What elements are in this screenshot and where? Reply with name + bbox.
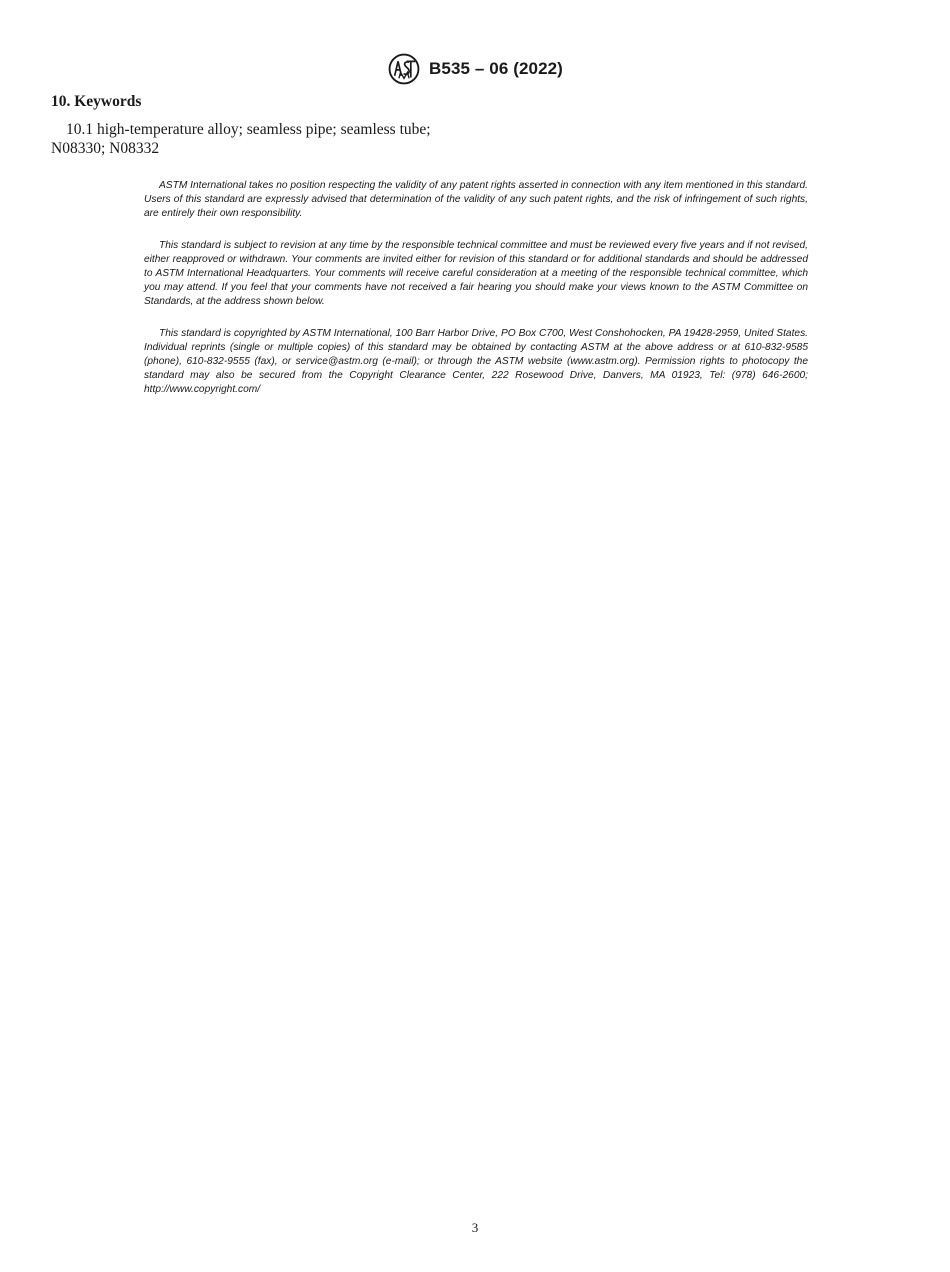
copyright-notice: This standard is copyrighted by ASTM International, 100 Barr Harbor Drive, PO Box C700, West Conshohocken, PA 19428-2959, United States. Individual reprints (single or multiple copies) of this standard may be obtained by contacting ASTM at the above address or at 610-832-9585 (phone), 610-832-9555 (fax), or service@astm.org (e-mail); or through the ASTM website (www.astm.org). Permission rights to photocopy the standard may also be secured from the Copyright Clearance Center, 222 Rosewood Drive, Danvers, MA 01923, Tel: (978) 646-2600; http://www.copyright.com/ bbox=[144, 328, 808, 395]
keywords-paragraph: 10.1 high-temperature alloy; seamless pipe; seamless tube; N08330; N08332 bbox=[51, 121, 431, 157]
patent-notice: ASTM International takes no position respecting the validity of any patent rights asserted in connection with any item mentioned in this standard. Users of this standard are expressly advised that determination of the validity of any such patent rights, and the risk of infringement of such rights, are entirely their own responsibility. bbox=[144, 180, 808, 219]
revision-notice: This standard is subject to revision at any time by the responsible technical committee and must be reviewed every five years and if not revised, either reapproved or withdrawn. Your comments are invited either for revision of this standard or for additional standards and should be addressed to ASTM International Headquarters. Your comments will receive careful consideration at a meeting of the responsible technical committee, which you may attend. If you feel that your comments have not received a fair hearing you should make your views known to the ASTM Committee on Standards, at the address shown below. bbox=[144, 240, 808, 307]
page-header bbox=[0, 52, 950, 86]
section-heading-keywords: 10. Keywords bbox=[51, 93, 142, 110]
astm-logo-icon bbox=[387, 52, 421, 86]
page-number: 3 bbox=[471, 1220, 479, 1235]
standard-designation: B535 – 06 (2022) bbox=[429, 59, 563, 78]
legal-notices bbox=[144, 179, 808, 415]
